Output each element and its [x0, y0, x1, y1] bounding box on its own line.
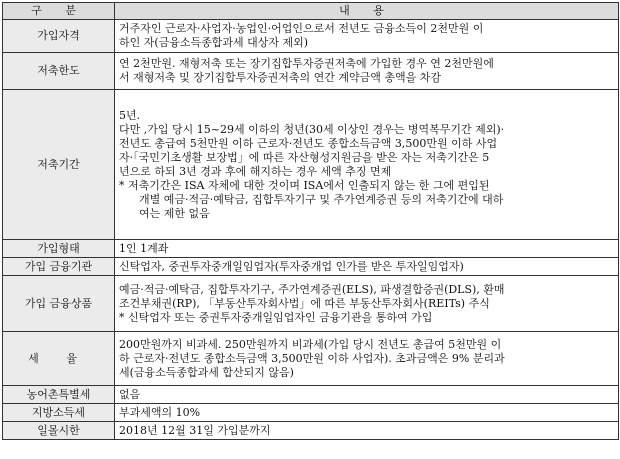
content-line: 하인 자(금융소득종합과세 대상자 제외)	[119, 36, 309, 49]
row-content-savings-period	[115, 90, 619, 240]
content-line: 하 근로자·전년도 종합소득금액 3,500만원 이하 사업자). 초과금액은 9% 분리과	[119, 351, 505, 365]
table-row	[3, 53, 619, 90]
isa-summary-document	[2, 2, 618, 456]
table-row	[3, 422, 619, 440]
row-label-eligibility: 가입자격	[3, 20, 115, 53]
content-line: 없음	[119, 387, 141, 401]
row-content-subscription-type	[115, 240, 619, 258]
row-label-financial-products: 가입 금융상품	[3, 276, 115, 332]
content-line: 서 재형저축 및 장기집합투자증권저축의 연간 계약금액 총액을 차감	[119, 71, 442, 84]
table-row	[3, 20, 619, 53]
row-label-local-income-tax: 지방소득세	[3, 404, 115, 422]
content-line: * 저축기간은 ISA 자체에 대한 것이며 ISA에서 인출되지 않는 한 그에 편입된	[119, 178, 490, 192]
content-line: 세(금융소득종합과세 합산되지 않음)	[119, 365, 294, 379]
row-content-rural-special-tax	[115, 386, 619, 404]
content-line: 여는 제한 없음	[139, 206, 210, 220]
header-content: 내 용	[115, 3, 619, 20]
row-label-sunset-date: 일몰시한	[3, 422, 115, 440]
content-line: 년으로 하되 3년 경과 후에 해지하는 경우 세액 추징 면제	[119, 164, 392, 178]
content-line: 자·「국민기초생활 보장법」에 따른 자산형성지원금을 받은 자는 저축기간은 5	[119, 150, 490, 164]
isa-summary-table	[2, 2, 619, 440]
table-row	[3, 258, 619, 276]
table-row	[3, 240, 619, 258]
row-content-sunset-date	[115, 422, 619, 440]
table-row	[3, 386, 619, 404]
content-line: 예금·적금·예탁금, 집합투자기구, 주가연계증권(ELS), 파생결합증권(DLS), 환매	[119, 282, 505, 296]
content-line: 전년도 총급여 5천만원 이하 근로자·전년도 종합소득금액 3,500만원 이하 사업	[119, 136, 498, 150]
content-line: * 신탁업자 또는 중권투자중개일임업자인 금융기관을 통하여 가입	[119, 310, 433, 324]
table-row	[3, 404, 619, 422]
row-label-rural-special-tax: 농어촌특별세	[3, 386, 115, 404]
row-label-savings-limit: 저축한도	[3, 53, 115, 90]
row-label-subscription-type: 가입형태	[3, 240, 115, 258]
table-header-row	[3, 3, 619, 20]
row-content-eligibility	[115, 20, 619, 53]
content-line: 조건부채권(RP), 「부동산투자회사법」에 따른 부동산투자회사(REITs) 주식	[119, 296, 490, 310]
row-content-local-income-tax	[115, 404, 619, 422]
content-line: 신탁업자, 중권투자중개일임업자(투자중개업 인가를 받은 투자일임업자)	[119, 259, 464, 273]
content-line: 2018년 12월 31일 가입분까지	[119, 423, 271, 437]
content-line: 200만원까지 비과세. 250만원까지 비과세(가입 당시 전년도 총급여 5천만원 이	[119, 337, 502, 351]
row-content-financial-institution	[115, 258, 619, 276]
table-row	[3, 276, 619, 332]
row-label-financial-institution: 가입 금융기관	[3, 258, 115, 276]
content-line: 부과세액의 10%	[119, 405, 201, 419]
content-line: 다만 ,가입 당시 15~29세 이하의 청년(30세 이상인 경우는 병역복무기간 제외)·	[119, 122, 505, 136]
content-line: 연 2천만원. 재형저축 또는 장기집합투자증권저축에 가입한 경우 연 2천만원에	[119, 57, 494, 70]
row-label-tax-rate: 세 율	[3, 332, 115, 386]
content-line: 거주자인 근로자·사업자·농업인·어업인으로서 전년도 금융소득이 2천만원 이	[119, 22, 484, 35]
content-line: 1인 1계좌	[119, 241, 169, 255]
row-content-savings-limit	[115, 53, 619, 90]
row-label-savings-period: 저축기간	[3, 90, 115, 240]
table-row	[3, 332, 619, 386]
header-category: 구 분	[3, 3, 115, 20]
table-row	[3, 90, 619, 240]
row-content-tax-rate	[115, 332, 619, 386]
content-line: 5년.	[119, 108, 141, 122]
content-line: 개별 예금·적금·예탁금, 집합투자기구 및 주가연계증권 등의 저축기간에 대하	[139, 192, 504, 206]
row-content-financial-products	[115, 276, 619, 332]
